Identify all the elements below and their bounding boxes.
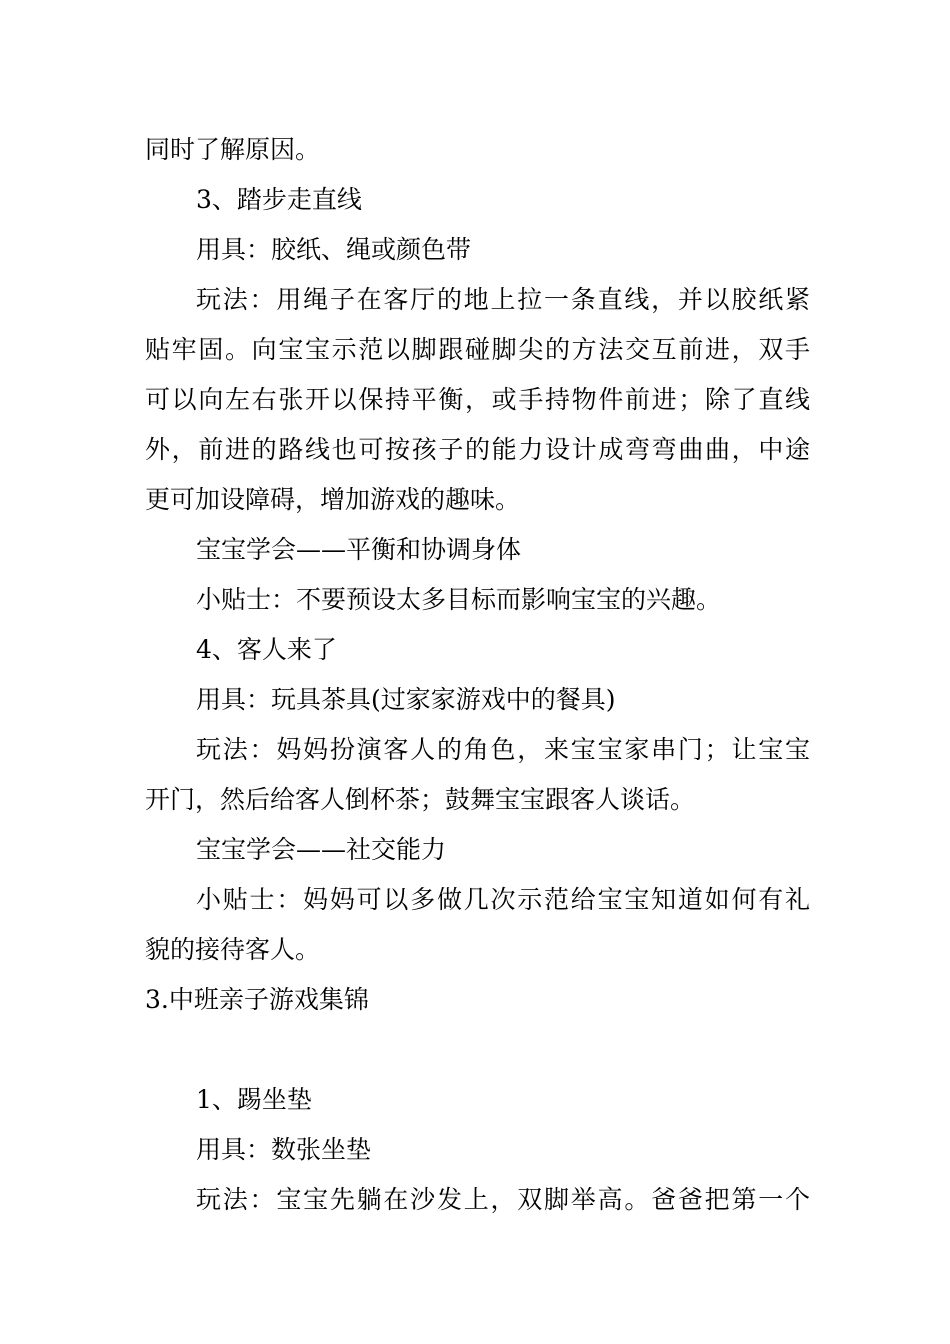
text-line: 开门，然后给客人倒杯茶；鼓舞宝宝跟客人谈话。 xyxy=(145,785,696,814)
text-line: 用具：数张坐垫 xyxy=(196,1135,372,1164)
text-line: 用具：玩具茶具(过家家游戏中的餐具) xyxy=(196,685,616,714)
text-line: 贴牢固。向宝宝示范以脚跟碰脚尖的方法交互前进，双手 xyxy=(145,335,810,364)
text-line: 外，前进的路线也可按孩子的能力设计成弯弯曲曲，中途 xyxy=(145,435,810,464)
text-line: 玩法：妈妈扮演客人的角色，来宝宝家串门；让宝宝 xyxy=(196,735,810,764)
text-line: 宝宝学会——平衡和协调身体 xyxy=(196,535,522,564)
text-line: 玩法：宝宝先躺在沙发上，双脚举高。爸爸把第一个 xyxy=(196,1185,810,1214)
text-line: 同时了解原因。 xyxy=(145,135,321,164)
text-line: 玩法：用绳子在客厅的地上拉一条直线，并以胶纸紧 xyxy=(196,285,810,314)
text-line: 宝宝学会——社交能力 xyxy=(196,835,447,864)
text-line: 用具：胶纸、绳或颜色带 xyxy=(196,235,472,264)
text-line: 小贴士：不要预设太多目标而影响宝宝的兴趣。 xyxy=(196,585,722,614)
text-line: 貌的接待客人。 xyxy=(145,935,321,964)
section-heading: 3、踏步走直线 xyxy=(196,185,362,214)
text-line: 可以向左右张开以保持平衡，或手持物件前进；除了直线 xyxy=(145,385,810,414)
text-line: 更可加设障碍，增加游戏的趣味。 xyxy=(145,485,521,514)
chapter-heading: 3.中班亲子游戏集锦 xyxy=(145,985,369,1014)
section-heading: 4、客人来了 xyxy=(196,635,337,664)
text-line: 小贴士：妈妈可以多做几次示范给宝宝知道如何有礼 xyxy=(196,885,810,914)
section-heading: 1、踢坐垫 xyxy=(196,1085,312,1114)
